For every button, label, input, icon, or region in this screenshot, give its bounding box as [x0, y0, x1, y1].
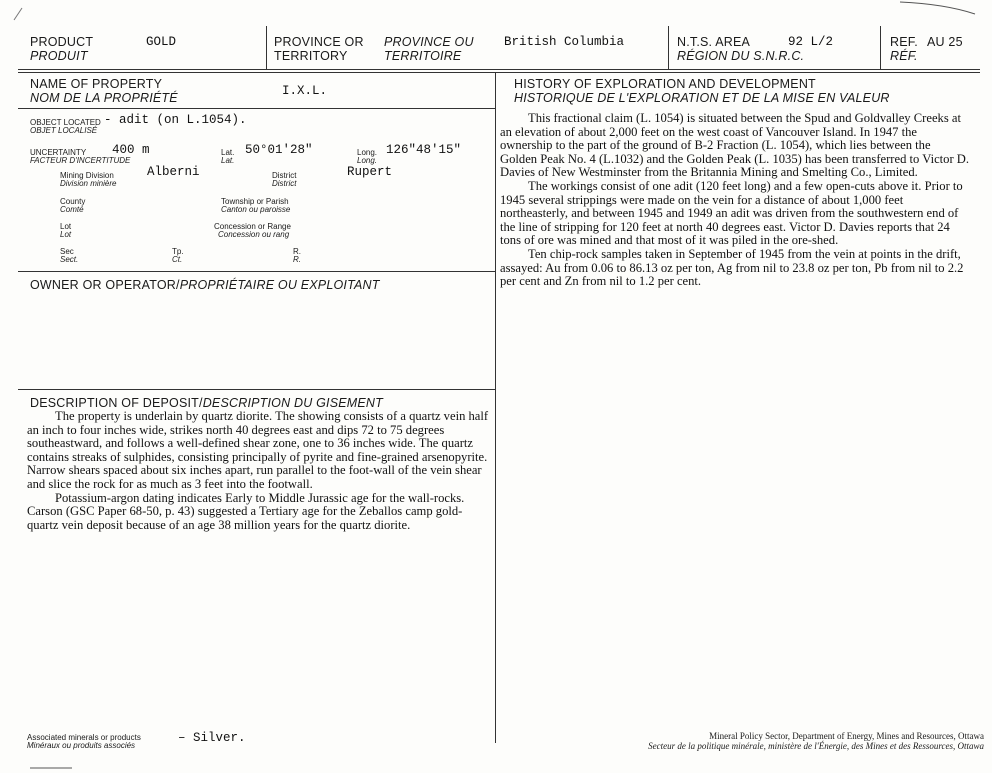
range-label: R.: [293, 247, 301, 256]
description-label-fr: DESCRIPTION DU GISEMENT: [202, 396, 383, 410]
district-label-fr: District: [272, 179, 297, 188]
product-value: GOLD: [146, 35, 177, 49]
header-bottom-rule: [18, 69, 980, 70]
history-paragraph-3: Ten chip-rock samples taken in September of 1945 from the vein at points in the drift, assayed: Au from 0.06 to 86.13 oz per ton, Ag from nil to 23.8 oz per ton, Pb from nil to 2.2 per cent and Zn from nil to 1.2 per cent.: [500, 246, 964, 289]
mining-division-value: Alberni: [147, 165, 200, 179]
history-label: HISTORY OF EXPLORATION AND DEVELOPMENT: [514, 77, 816, 91]
property-name-label: NAME OF PROPERTY: [30, 77, 163, 91]
header-divider-1: [266, 26, 267, 70]
concession-label: Concession or Range: [214, 222, 291, 231]
header-divider-2: [668, 26, 669, 70]
description-section-rule: [18, 389, 495, 390]
object-located-label: OBJECT LOCATED: [30, 118, 101, 127]
history-paragraph-1: This fractional claim (L. 1054) is situated between the Spud and Goldvalley Creeks at an elevation of about 2,000 feet on the west coast of Vancouver Island. In 1947 the ownership to the part of the ground of B-2 Fraction (L. 1054), which lies between the Golden Peak No. 4 (L.1032) and the Golden Peak (L. 1035) has been transferred to Victor D. Davies of New Westminster from the Britannia Mining and Smelting Co., Limited.: [500, 111, 970, 180]
description-paragraph-2: Potassium-argon dating indicates Early to Middle Jurassic age for the wall-rocks. Carson (GSC Paper 68-50, p. 43) suggested a Tertiary age for the Zeballos camp gold-quartz vein deposit because of an age 38 million years for the quartz diorite.: [27, 490, 465, 532]
ref-value: AU 25: [927, 35, 963, 49]
header-divider-3: [880, 26, 881, 70]
nts-value: 92 L/2: [788, 35, 834, 49]
description-label: DESCRIPTION OF DEPOSIT/: [30, 396, 203, 410]
mining-division-label-fr: Division minière: [60, 179, 117, 188]
owner-heading: [30, 278, 380, 292]
description-paragraph-1: The property is underlain by quartz diorite. The showing consists of a quartz vein half an inch to four inches wide, strikes north 40 degrees east and dips 72 to 75 degrees southeastward, and follows a well-defined shear zone, one to 36 inches wide. The quartz contains streaks of sulphides, consisting principally of pyrite and fine-grained arsenopyrite. Narrow shears spaced about six inches apart, run parallel to the foot-wall of the vein shear and slice the rock for as much as 3 feet into the footwall.: [27, 409, 489, 491]
province-label-2: TERRITORY: [274, 49, 348, 63]
district-label: District: [272, 171, 297, 180]
property-name-label-fr: NOM DE LA PROPRIÉTÉ: [30, 91, 178, 105]
object-located-value: - adit (on L.1054).: [104, 113, 247, 127]
latitude-value: 50°01'28": [245, 143, 313, 157]
uncertainty-label: UNCERTAINTY: [30, 148, 87, 157]
associated-minerals-value: – Silver.: [178, 731, 246, 745]
description-text: [27, 410, 493, 532]
property-name-value: I.X.L.: [282, 84, 328, 98]
nts-label-fr: RÉGION DU S.N.R.C.: [677, 49, 805, 63]
township-label: Township or Parish: [221, 197, 289, 206]
object-located-label-fr: OBJET LOCALISÉ: [30, 126, 98, 135]
longitude-value: 126"48'15": [386, 143, 462, 157]
history-label-fr: HISTORIQUE DE L'EXPLORATION ET DE LA MISE EN VALEUR: [514, 91, 890, 105]
associated-minerals-label: Associated minerals or products: [27, 733, 141, 742]
owner-label: OWNER OR OPERATOR/: [30, 278, 180, 292]
province-label-fr: PROVINCE OU: [384, 35, 474, 49]
longitude-label-fr: Long.: [357, 156, 378, 165]
latitude-label-fr: Lat.: [221, 156, 235, 165]
province-label-fr-2: TERRITOIRE: [384, 49, 462, 63]
owner-label-fr: PROPRIÉTAIRE OU EXPLOITANT: [179, 278, 380, 292]
column-divider: [495, 73, 496, 743]
uncertainty-value: 400 m: [112, 143, 150, 157]
province-label: PROVINCE OR: [274, 35, 364, 49]
uncertainty-label-fr: FACTEUR D'INCERTITUDE: [30, 156, 131, 165]
product-label-fr: PRODUIT: [30, 49, 88, 63]
owner-section-rule: [18, 271, 495, 272]
associated-minerals-label-fr: Minéraux ou produits associés: [27, 741, 136, 750]
agency-credit-fr: Secteur de la politique minérale, ministère de l'Énergie, des Mines et des Ressources, Ottawa: [648, 741, 984, 751]
district-value: Rupert: [347, 165, 393, 179]
history-paragraph-2: The workings consist of one adit (120 feet long) and a few open-cuts above it. Prior to 1945 several strippings were made on the vein for a distance of about 1,000 feet northeasterly, and between 1945 and 1949 an adit was driven from the southwestern end of the line of stripping for 120 feet at north 40 degrees east. Victor D. Davies reports that 24 tons of ore was mined and that most of it was piled in the ore-shed.: [500, 178, 963, 248]
concession-label-fr: Concession ou rang: [218, 230, 290, 239]
range-label-fr: R.: [293, 255, 301, 264]
longitude-label: Long.: [357, 148, 378, 157]
section-label-fr: Sect.: [60, 255, 79, 264]
latitude-label: Lat.: [221, 148, 235, 157]
nts-label: N.T.S. AREA: [677, 35, 751, 49]
lot-label-fr: Lot: [60, 230, 72, 239]
township-short-label-fr: Ct.: [172, 255, 183, 264]
lot-label: Lot: [60, 222, 72, 231]
ref-label: REF.: [890, 35, 918, 49]
township-short-label: Tp.: [172, 247, 184, 256]
province-value: British Columbia: [504, 35, 625, 49]
header-bottom-rule-2: [18, 72, 980, 73]
product-label: PRODUCT: [30, 35, 94, 49]
mining-division-label: Mining Division: [60, 171, 114, 180]
county-label: County: [60, 197, 86, 206]
description-heading: [30, 396, 383, 410]
ref-label-fr: RÉF.: [890, 49, 918, 63]
history-text: [500, 112, 970, 289]
section-label: Sec: [60, 247, 74, 256]
name-section-rule: [18, 108, 495, 109]
agency-credit: Mineral Policy Sector, Department of Energy, Mines and Resources, Ottawa: [709, 731, 984, 741]
county-label-fr: Comté: [60, 205, 84, 214]
township-label-fr: Canton ou paroisse: [221, 205, 291, 214]
